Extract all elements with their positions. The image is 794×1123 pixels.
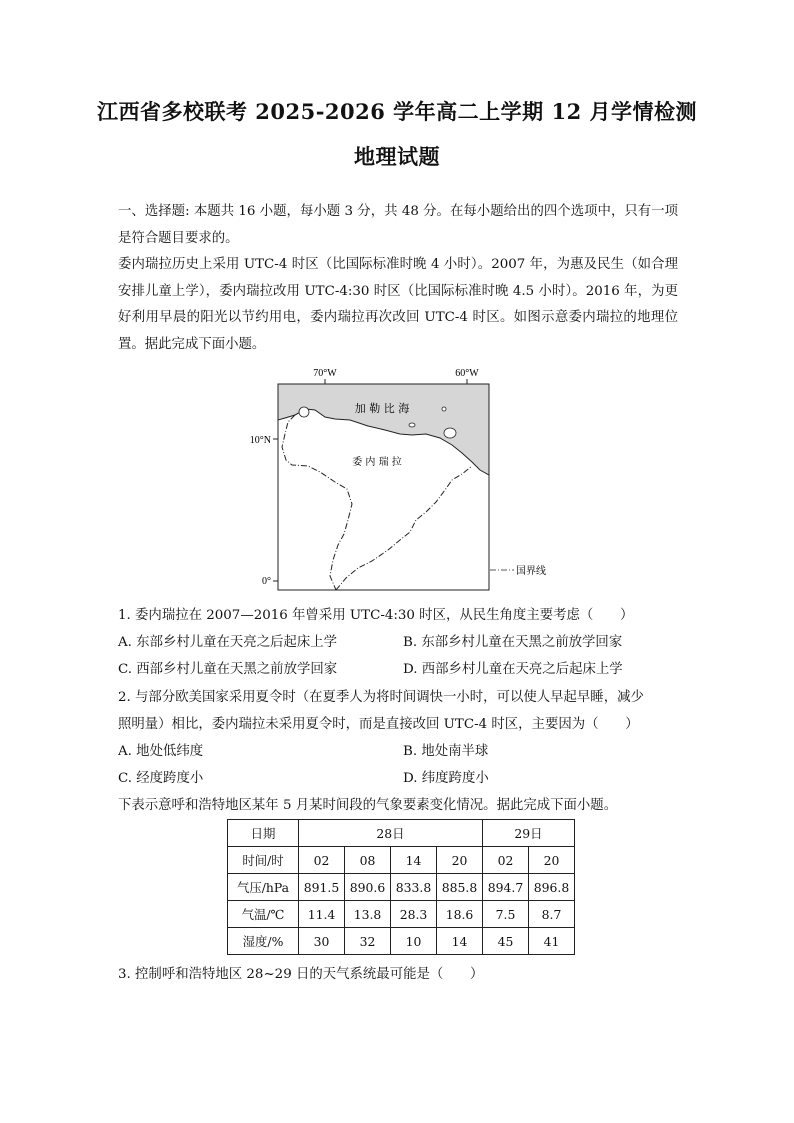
table-cell: 10 xyxy=(391,928,437,955)
date-28: 28日 xyxy=(299,820,483,847)
table-cell: 13.8 xyxy=(345,901,391,928)
row-label-date: 日期 xyxy=(228,820,299,847)
table-cell: 14 xyxy=(437,928,483,955)
lon-label-60w: 60°W xyxy=(455,368,479,379)
table-cell: 45 xyxy=(483,928,529,955)
table-cell: 833.8 xyxy=(391,874,437,901)
lat-label-0: 0° xyxy=(262,576,271,587)
document-title: 江西省多校联考 2025-2026 学年高二上学期 12 月学情检测 xyxy=(96,99,698,124)
row-label-time: 时间/时 xyxy=(228,847,299,874)
q3-stem: 3. 控制呼和浩特地区 28~29 日的天气系统最可能是（ ） xyxy=(118,967,484,982)
q1-option-c[interactable]: C. 西部乡村儿童在天黑之前放学回家 xyxy=(118,662,338,677)
q1-option-d[interactable]: D. 西部乡村儿童在天亮之后起床上学 xyxy=(403,662,623,677)
table-cell: 32 xyxy=(345,928,391,955)
table-row xyxy=(228,901,575,928)
table-cell: 02 xyxy=(483,847,529,874)
table-cell: 20 xyxy=(529,847,575,874)
q2-option-a[interactable]: A. 地处低纬度 xyxy=(118,744,204,759)
table-cell: 890.6 xyxy=(345,874,391,901)
row-label-pressure: 气压/hPa xyxy=(228,874,299,901)
table-row xyxy=(228,928,575,955)
table-row xyxy=(228,847,575,874)
q2-option-c[interactable]: C. 经度跨度小 xyxy=(118,771,204,786)
date-29: 29日 xyxy=(483,820,575,847)
table-cell: 20 xyxy=(437,847,483,874)
passage-weather-table: 下表示意呼和浩特地区某年 5 月某时间段的气象要素变化情况。据此完成下面小题。 xyxy=(118,798,618,813)
q1-option-b[interactable]: B. 东部乡村儿童在天黑之前放学回家 xyxy=(403,635,623,650)
table-cell: 18.6 xyxy=(437,901,483,928)
lon-label-70w: 70°W xyxy=(313,368,337,379)
q2-option-b[interactable]: B. 地处南半球 xyxy=(403,744,489,759)
lat-label-10n: 10°N xyxy=(249,435,271,446)
table-cell: 885.8 xyxy=(437,874,483,901)
table-cell: 28.3 xyxy=(391,901,437,928)
table-cell: 894.7 xyxy=(483,874,529,901)
table-row xyxy=(228,874,575,901)
row-label-humidity: 湿度/% xyxy=(228,928,299,955)
sea-label: 加 勒 比 海 xyxy=(354,402,410,415)
subject-title: 地理试题 xyxy=(354,144,440,169)
table-cell: 11.4 xyxy=(299,901,345,928)
table-cell: 7.5 xyxy=(483,901,529,928)
q2-stem-line2: 照明量）相比，委内瑞拉未采用夏令时，而是直接改回 UTC-4 时区，主要因为（ ） xyxy=(118,717,639,732)
section-instructions: 一、选择题: 本题共 16 小题，每小题 3 分，共 48 分。在每小题给出的四个选项中，只有一项是符合题目要求的。 xyxy=(118,204,678,246)
country-label: 委 内 瑞 拉 xyxy=(352,457,402,468)
q1-stem: 1. 委内瑞拉在 2007—2016 年曾采用 UTC-4:30 时区，从民生角度主要考虑（ ） xyxy=(118,608,634,623)
passage-venezuela: 委内瑞拉历史上采用 UTC-4 时区（比国际标准时晚 4 小时）。2007 年，为惠及民生（如合理安排儿童上学），委内瑞拉改用 UTC-4:30 时区（比国际标准时晚 4.5 小时）。2016 年，为更好利用早晨的阳光以节约用电，委内瑞拉再次改回 UTC-4 时区。如图示意委内瑞拉的地理位置。据此完成下面小题。 xyxy=(118,257,678,352)
table-row xyxy=(228,820,575,847)
table-cell: 08 xyxy=(345,847,391,874)
weather-table xyxy=(227,819,575,955)
table-cell: 02 xyxy=(299,847,345,874)
table-cell: 8.7 xyxy=(529,901,575,928)
legend-border-label: 国界线 xyxy=(516,566,546,577)
q2-stem-line1: 2. 与部分欧美国家采用夏令时（在夏季人为将时间调快一小时，可以使人早起早睡，减少 xyxy=(118,690,644,705)
table-cell: 30 xyxy=(299,928,345,955)
table-cell: 896.8 xyxy=(529,874,575,901)
venezuela-map xyxy=(240,362,560,592)
q1-option-a[interactable]: A. 东部乡村儿童在天亮之后起床上学 xyxy=(118,635,338,650)
table-cell: 891.5 xyxy=(299,874,345,901)
row-label-temperature: 气温/℃ xyxy=(228,901,299,928)
q2-option-d[interactable]: D. 纬度跨度小 xyxy=(403,771,489,786)
table-cell: 14 xyxy=(391,847,437,874)
table-cell: 41 xyxy=(529,928,575,955)
